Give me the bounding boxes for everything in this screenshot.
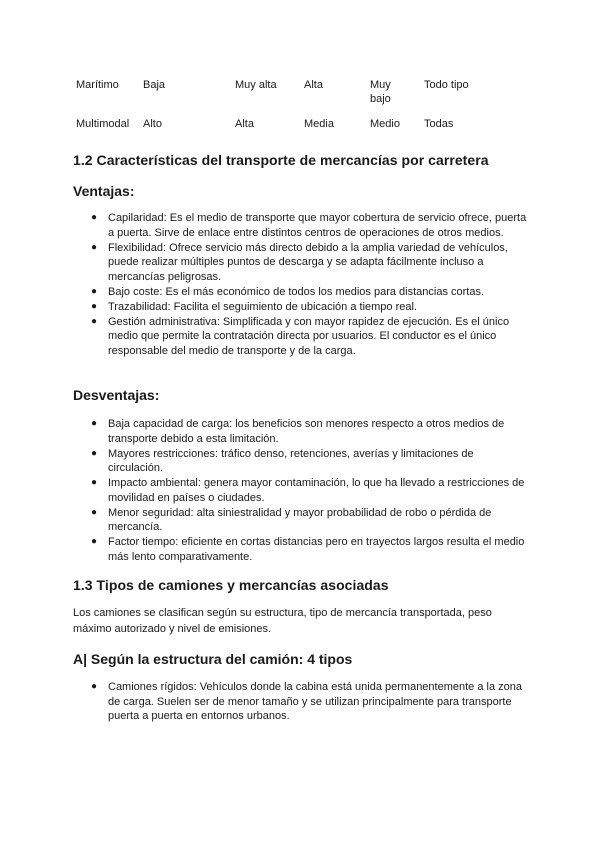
list-item xyxy=(0,447,528,476)
bullet-icon: ● xyxy=(91,418,98,429)
bullet-icon: ● xyxy=(91,477,98,489)
desventajas-heading: Desventajas: xyxy=(73,387,160,403)
bullet-icon: ● xyxy=(91,681,98,692)
table-cell: Todo tipo xyxy=(424,79,469,91)
table-cell: Medio xyxy=(370,118,400,130)
ventajas-list xyxy=(0,211,528,359)
list-item xyxy=(0,506,528,535)
list-item-text: Factor tiempo: eficiente en cortas distancias pero en trayectos largos resulta el medio más lento comparativamente. xyxy=(108,536,525,563)
list-item xyxy=(0,535,528,564)
list-item-text: Menor seguridad: alta siniestralidad y mayor probabilidad de robo o pérdida de mercancía. xyxy=(108,506,492,534)
list-item xyxy=(0,211,528,240)
section-1-3-intro: Los camiones se clasifican según su estructura, tipo de mercancía transportada, peso máximo autorizado y nivel de emisiones. xyxy=(73,607,492,635)
table-cell: Muy alta xyxy=(235,79,277,91)
list-item-text: Trazabilidad: Facilita el seguimiento de ubicación a tiempo real. xyxy=(108,300,417,313)
list-item xyxy=(0,680,528,724)
list-item xyxy=(0,285,528,300)
table-cell: Alta xyxy=(235,118,254,130)
table-cell: Media xyxy=(304,118,334,130)
list-item xyxy=(0,315,528,359)
bullet-icon: ● xyxy=(91,315,98,327)
bullet-icon: ● xyxy=(91,536,98,548)
list-item-text: Baja capacidad de carga: los beneficios son menores respecto a otros medios de transporte debido a esta limitación. xyxy=(108,418,505,445)
list-item-text: Capilaridad: Es el medio de transporte que mayor cobertura de servicio ofrece, puerta a puerta. Sirve de enlace entre distintos centros de operaciones de otros medios. xyxy=(108,212,527,239)
bullet-icon: ● xyxy=(91,506,98,518)
list-item-text: Gestión administrativa: Simplificada y con mayor rapidez de ejecución. Es el único medio que permite la contratación directa por usuarios. El conductor es el único responsable del medio de transporte y de la carga. xyxy=(108,315,510,357)
table-cell: Baja xyxy=(143,79,166,91)
table-cell: Todas xyxy=(424,118,454,130)
list-item-text: Impacto ambiental: genera mayor contaminación, lo que ha llevado a restricciones de movilidad en países o ciudades. xyxy=(108,477,525,504)
ventajas-heading: Ventajas: xyxy=(73,183,135,199)
bullet-icon: ● xyxy=(91,212,98,223)
desventajas-list xyxy=(0,417,528,565)
list-item xyxy=(0,241,528,285)
table-cell: Muy bajo xyxy=(370,79,391,105)
list-item-text: Flexibilidad: Ofrece servicio más directo debido a la amplia variedad de vehículos, puede realizar múltiples puntos de descarga y se adapta fácilmente incluso a mercancías peligrosas. xyxy=(108,241,508,283)
table-cell: Multimodal xyxy=(76,118,130,130)
list-item xyxy=(0,300,528,315)
list-item xyxy=(0,417,528,446)
bullet-icon: ● xyxy=(91,447,98,459)
table-cell: Marítimo xyxy=(76,79,119,91)
bullet-icon: ● xyxy=(91,300,98,312)
list-item-text: Bajo coste: Es el más económico de todos los medios para distancias cortas. xyxy=(108,285,485,298)
section-1-2-heading: 1.2 Características del transporte de mercancías por carretera xyxy=(73,152,489,168)
list-item xyxy=(0,476,528,505)
table-cell: Alta xyxy=(304,79,323,91)
list-item-text: Mayores restricciones: tráfico denso, retenciones, averías y limitaciones de circulación. xyxy=(108,447,474,475)
bullet-icon: ● xyxy=(91,285,98,297)
list-item-text: Camiones rígidos: Vehículos donde la cabina está unida permanentemente a la zona de carga. Suelen ser de menor tamaño y se utilizan principalmente para transporte puerta a puerta en entornos urbanos. xyxy=(108,681,522,722)
table-cell: Alto xyxy=(143,118,162,130)
subsection-a-list xyxy=(0,680,528,724)
bullet-icon: ● xyxy=(91,241,98,253)
section-1-3-heading: 1.3 Tipos de camiones y mercancías asociadas xyxy=(73,577,389,593)
subsection-a-heading: A| Según la estructura del camión: 4 tipos xyxy=(73,651,353,667)
